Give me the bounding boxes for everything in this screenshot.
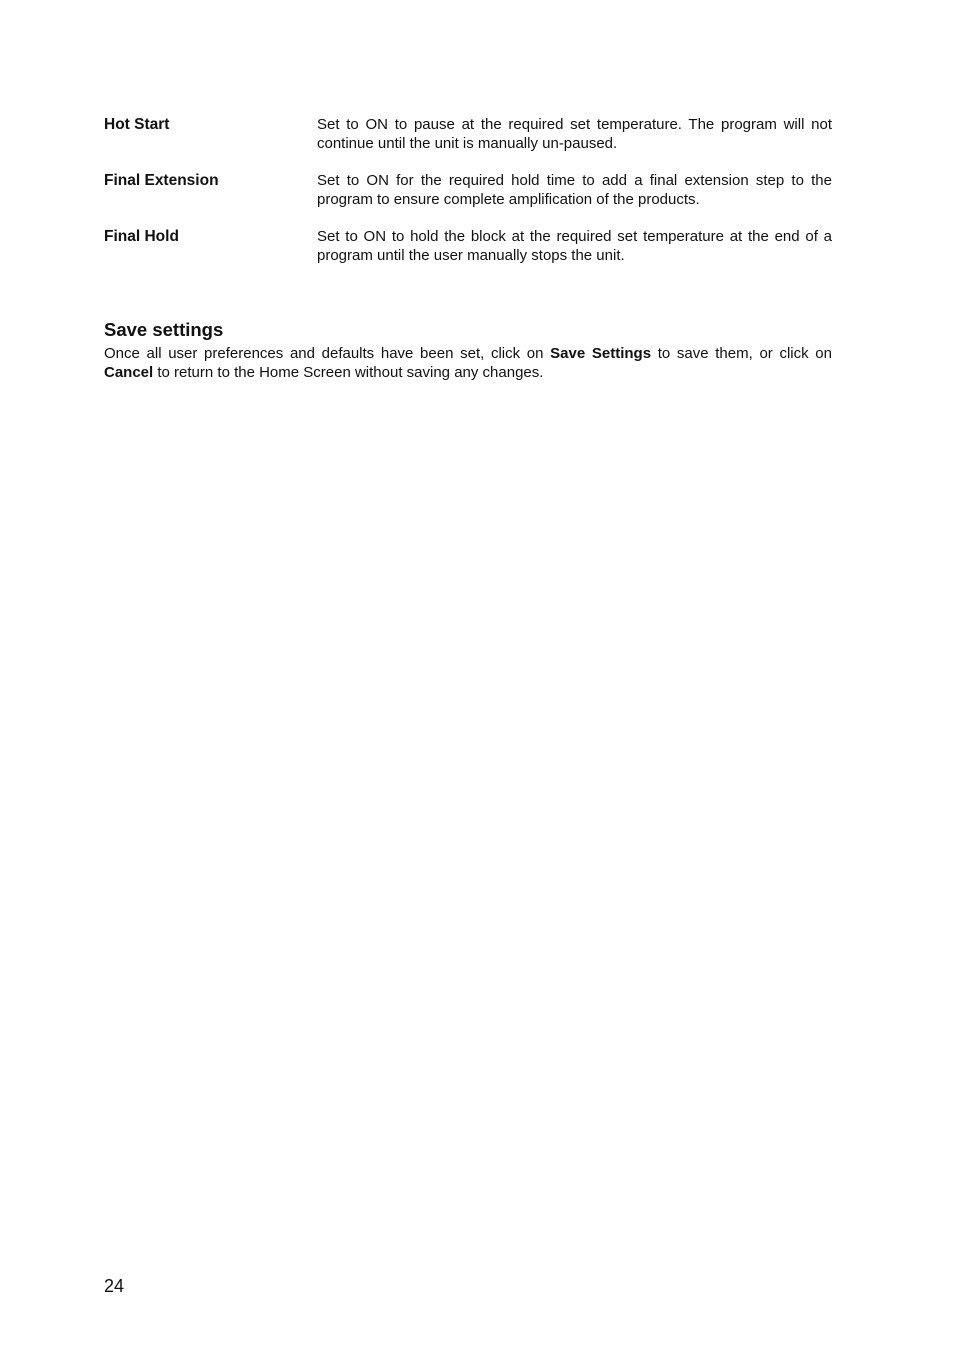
page-number: 24 (104, 1276, 125, 1296)
definition-term: Final Hold (104, 228, 179, 245)
section-heading: Save settings (104, 319, 224, 340)
paragraph-text: to return to the Home Screen without saving any changes. (153, 364, 544, 381)
definition-term: Hot Start (104, 116, 170, 133)
definition-list (104, 115, 832, 283)
paragraph-text: to save them, or click on (651, 345, 832, 362)
save-settings-reference: Save Settings (550, 345, 652, 362)
section-paragraph (104, 344, 832, 382)
save-settings-section (104, 318, 832, 382)
definition-row-hot-start (104, 115, 832, 153)
definition-term: Final Extension (104, 172, 219, 189)
paragraph-text: Once all user preferences and defaults have been set, click on (104, 345, 551, 362)
definition-description: Set to ON to pause at the required set temperature. The program will not continue until the unit is manually un-paused. (317, 116, 832, 152)
definition-description: Set to ON to hold the block at the required set temperature at the end of a program until the user manually stops the unit. (317, 228, 832, 264)
definition-description: Set to ON for the required hold time to add a final extension step to the program to ensure complete amplification of the products. (317, 172, 832, 208)
definition-row-final-extension (104, 171, 832, 209)
definition-row-final-hold (104, 227, 832, 265)
cancel-reference: Cancel (104, 364, 154, 381)
